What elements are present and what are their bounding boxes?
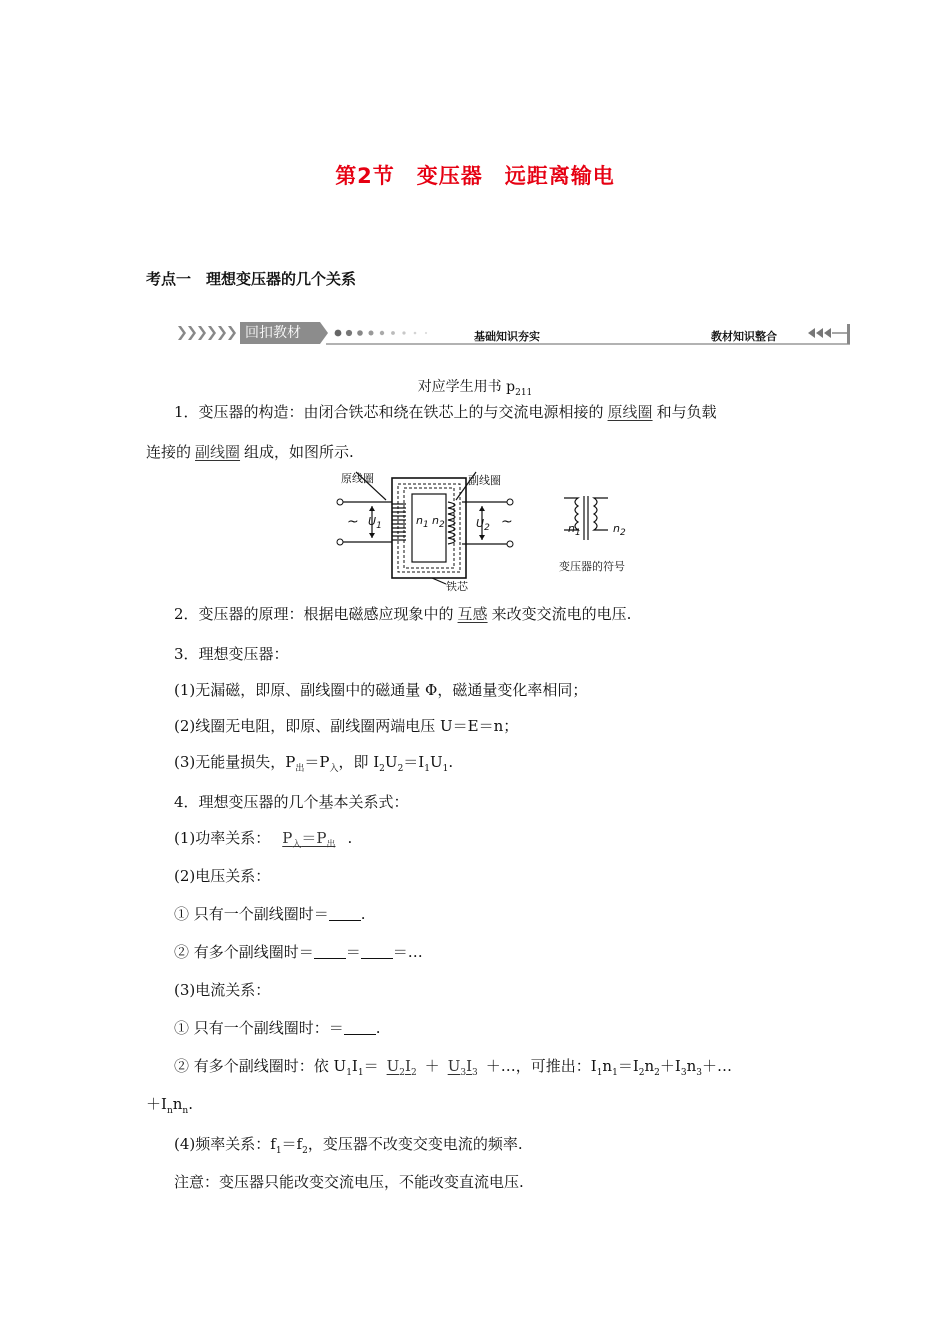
item-3-point-3: (3)无能量损失，$P_出=P_入$，即 $I_2U_2=I_1U_1$. — [174, 753, 454, 774]
current-multi: ② 有多个副线圈时：依 $U_1I_1= U_2I_2 + U_3I_3$ ＋…，可推出：$I_1n_1=I_2n_2+I_3n_3+\dots$ — [174, 1057, 732, 1078]
label-iron-core: 铁芯 — [446, 580, 468, 593]
item-3-point-1: (1)无漏磁，即原、副线圈中的磁通量 Φ，磁通量变化率相同； — [174, 681, 588, 699]
label-primary-coil: 原线圈 — [341, 472, 374, 485]
textbook-reference: 对应学生用书 $p_{211}$ — [417, 379, 533, 398]
frequency-relation: (4)频率关系：$f_1=f_2$，变压器不改变交变电流的频率. — [174, 1135, 523, 1156]
symbol-n1: $n_1$ — [568, 522, 581, 539]
power-relation: (1)功率关系： $P_入=P_出$ . — [174, 829, 353, 850]
banner-right-text: 教材知识整合 — [711, 330, 777, 343]
item-1-line-2: 连接的 副线圈 组成，如图所示. — [146, 443, 354, 461]
blank-voltage-single — [329, 906, 361, 921]
item-2: 2．变压器的原理：根据电磁感应现象中的 互感 来改变交流电的电压. — [174, 605, 632, 623]
banner-mid-text: 基础知识夯实 — [474, 330, 540, 343]
label-n2: $n_2$ — [432, 514, 445, 531]
current-label: (3)电流关系： — [174, 981, 271, 999]
label-transformer-symbol: 变压器的符号 — [559, 560, 625, 573]
current-multi-cont: $+I_nn_n$. — [146, 1095, 193, 1116]
blank-power: $P_入=P_出$ — [282, 829, 336, 850]
item-3-point-2: (2)线圈无电阻，即原、副线圈两端电压 U＝E＝n； — [174, 717, 519, 735]
label-n1: $n_1$ — [416, 514, 429, 531]
item-4-heading: 4．理想变压器的几个基本关系式： — [174, 793, 409, 811]
voltage-label: (2)电压关系： — [174, 867, 271, 885]
blank-primary-coil: 原线圈 — [607, 403, 653, 421]
current-single: ① 只有一个副线圈时：＝ . — [174, 1019, 381, 1037]
tilde-right: ~ — [501, 514, 513, 530]
voltage-single: ① 只有一个副线圈时＝ . — [174, 905, 366, 923]
item-3-heading: 3．理想变压器： — [174, 645, 289, 663]
page-title: 第2节 变压器 远距离输电 — [335, 164, 615, 188]
note: 注意：变压器只能改变交流电压，不能改变直流电压. — [174, 1173, 524, 1191]
tilde-left: ~ — [347, 514, 359, 530]
blank-current-term-2: $U_2I_2$ — [386, 1057, 417, 1078]
voltage-multi: ② 有多个副线圈时＝ ＝ ＝… — [174, 943, 423, 961]
label-secondary-coil: 副线圈 — [468, 474, 501, 487]
blank-current-term-3: $U_3I_3$ — [447, 1057, 478, 1078]
item-1-line-1: 1．变压器的构造：由闭合铁芯和绕在铁芯上的与交流电源相接的 原线圈 和与负载 — [174, 403, 717, 421]
symbol-n2: $n_2$ — [613, 522, 626, 539]
section-heading: 考点一 理想变压器的几个关系 — [146, 270, 357, 288]
blank-secondary-coil: 副线圈 — [195, 443, 241, 461]
blank-voltage-multi-1 — [314, 944, 346, 959]
blank-mutual-induction: 互感 — [457, 605, 488, 623]
banner-left-tag: 回扣教材 — [245, 325, 301, 341]
blank-voltage-multi-2 — [361, 944, 393, 959]
blank-current-single — [344, 1020, 376, 1035]
label-u2: $U_2$ — [476, 517, 490, 534]
label-u1: $U_1$ — [368, 515, 382, 532]
